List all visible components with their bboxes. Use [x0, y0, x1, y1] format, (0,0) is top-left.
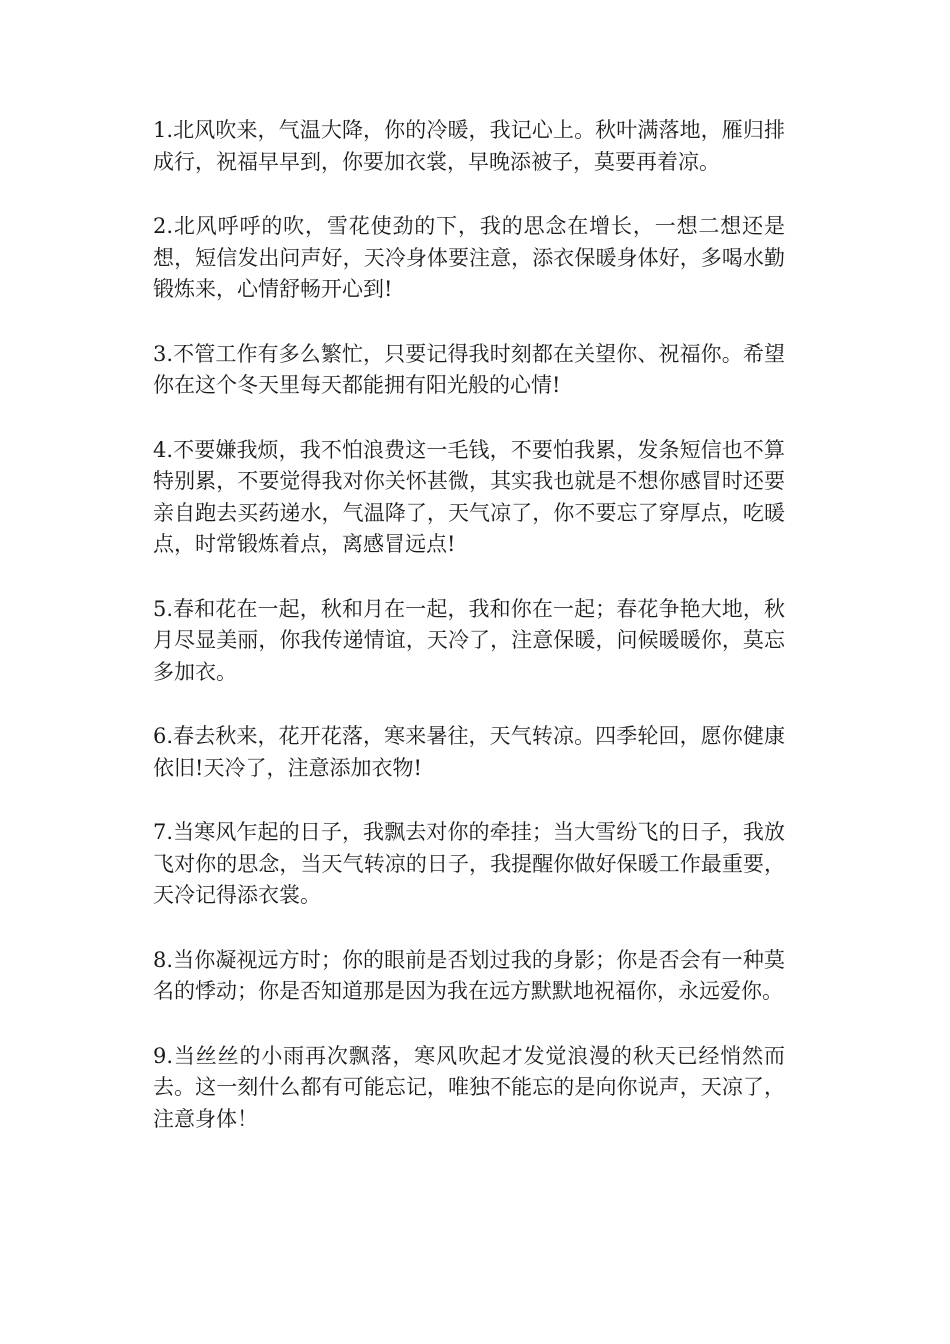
- paragraph-4: 4.不要嫌我烦，我不怕浪费这一毛钱，不要怕我累，发条短信也不算特别累，不要觉得我对你关怀甚微，其实我也就是不想你感冒时还要亲自跑去买药递水，气温降了，天气凉了，你不要忘了穿厚点，吃暖点，时常锻炼着点，离感冒远点!: [153, 437, 785, 556]
- paragraph-9: 9.当丝丝的小雨再次飘落，寒风吹起才发觉浪漫的秋天已经悄然而去。这一刻什么都有可能忘记，唯独不能忘的是向你说声，天凉了，注意身体！: [153, 1043, 785, 1131]
- paragraph-7: 7.当寒风乍起的日子，我飘去对你的牵挂；当大雪纷飞的日子，我放飞对你的思念，当天气转凉的日子，我提醒你做好保暖工作最重要，天冷记得添衣裳。: [153, 820, 785, 907]
- paragraph-3: 3.不管工作有多么繁忙，只要记得我时刻都在关望你、祝福你。希望你在这个冬天里每天都能拥有阳光般的心情!: [153, 341, 785, 397]
- paragraph-5: 5.春和花在一起，秋和月在一起，我和你在一起；春花争艳大地，秋月尽显美丽，你我传递情谊，天冷了，注意保暖，问候暖暖你，莫忘多加衣。: [153, 596, 785, 684]
- paragraph-1: 1.北风吹来，气温大降，你的冷暖，我记心上。秋叶满落地，雁归排成行，祝福早早到，你要加衣裳，早晚添被子，莫要再着凉。: [153, 118, 785, 174]
- document-body: [153, 115, 785, 1168]
- paragraph-6: 6.春去秋来，花开花落，寒来暑往，天气转凉。四季轮回，愿你健康依旧!天冷了，注意添加衣物!: [153, 724, 785, 780]
- paragraph-2: 2.北风呼呼的吹，雪花使劲的下，我的思念在增长，一想二想还是想，短信发出问声好，天冷身体要注意，添衣保暖身体好，多喝水勤锻炼来，心情舒畅开心到!: [153, 214, 785, 301]
- paragraph-8: 8.当你凝视远方时；你的眼前是否划过我的身影；你是否会有一种莫名的悸动；你是否知道那是因为我在远方默默地祝福你，永远爱你。: [153, 947, 785, 1003]
